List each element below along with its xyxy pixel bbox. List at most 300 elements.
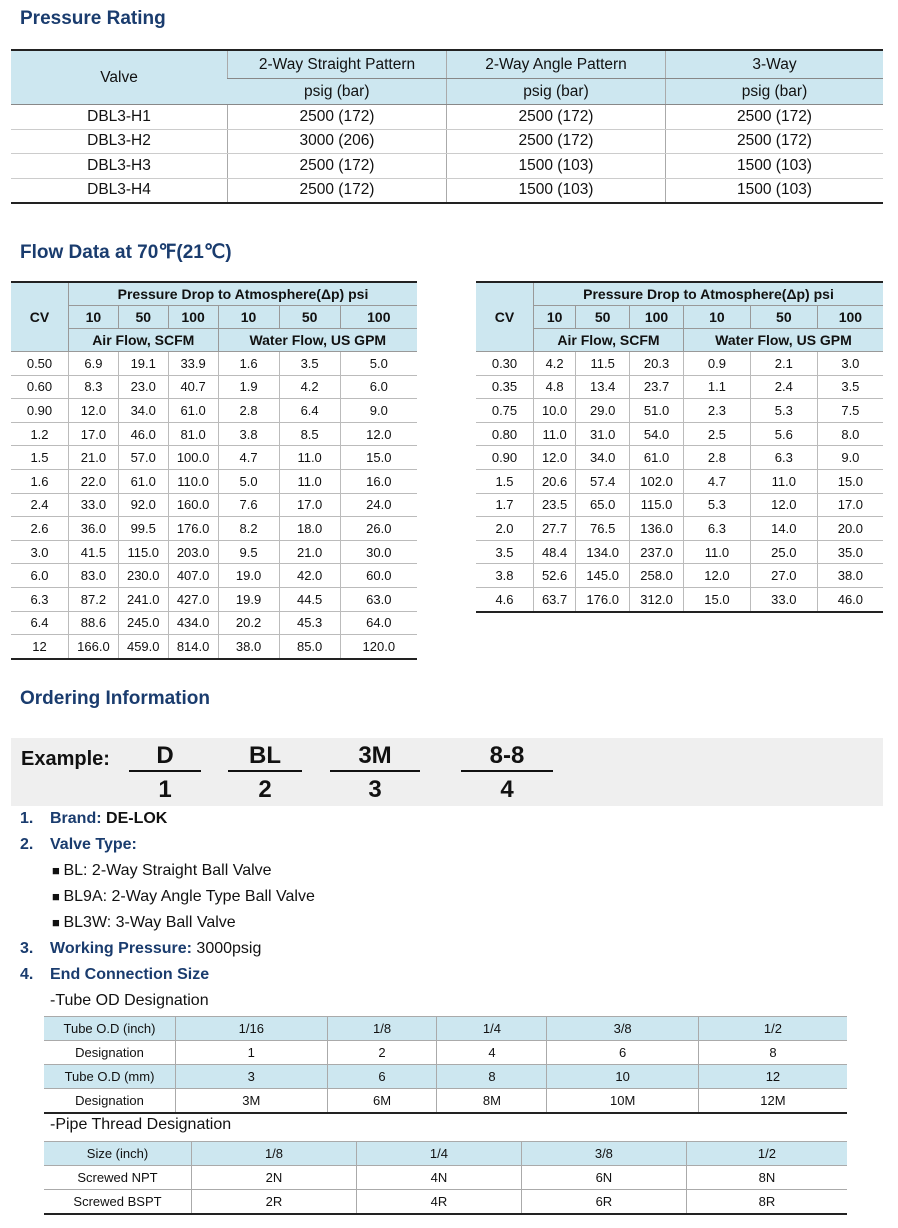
pressure-rating-title: Pressure Rating — [20, 8, 166, 29]
table-cell: 6.3 — [11, 587, 69, 611]
table-cell: 10M — [547, 1089, 698, 1114]
table-cell: 100.0 — [168, 446, 218, 470]
table-cell: DBL3-H3 — [11, 154, 228, 179]
table-cell: 110.0 — [168, 469, 218, 493]
table-cell: 27.0 — [750, 564, 817, 588]
table-cell: 38.0 — [218, 635, 279, 659]
table-cell: 145.0 — [576, 564, 630, 588]
pressure-row — [11, 178, 883, 203]
table-cell: 102.0 — [630, 469, 684, 493]
table-cell: 3/8 — [521, 1142, 686, 1166]
flow-row — [476, 375, 883, 399]
table-cell: 115.0 — [118, 540, 168, 564]
table-cell: 237.0 — [630, 540, 684, 564]
table-cell: 4N — [356, 1166, 521, 1190]
item-key: Valve Type: — [50, 836, 137, 853]
flow-row — [476, 446, 883, 470]
table-cell: 61.0 — [168, 399, 218, 423]
example-number: 4 — [500, 776, 514, 803]
pipe-row — [44, 1190, 847, 1215]
table-cell: 57.0 — [118, 446, 168, 470]
table-cell: 6.3 — [750, 446, 817, 470]
table-cell: 4R — [356, 1190, 521, 1215]
flow-row — [11, 564, 417, 588]
table-cell: 8N — [686, 1166, 847, 1190]
table-cell: 2500 (172) — [447, 105, 666, 130]
pressure-row — [11, 129, 883, 154]
table-cell: 1.7 — [476, 493, 534, 517]
table-cell: 29.0 — [576, 399, 630, 423]
water-flow-header: Water Flow, US GPM — [218, 329, 417, 352]
table-cell: 26.0 — [340, 517, 417, 541]
example-code-pressure: 3M — [330, 742, 420, 772]
example-number: 1 — [158, 776, 172, 803]
table-cell: 0.30 — [476, 352, 534, 376]
table-cell: 20.2 — [218, 611, 279, 635]
table-cell: 2.0 — [476, 517, 534, 541]
table-cell: 241.0 — [118, 587, 168, 611]
tube-row — [44, 1065, 847, 1089]
table-cell: 52.6 — [534, 564, 576, 588]
table-cell: 3.0 — [11, 540, 69, 564]
p10-header: 10 — [683, 306, 750, 329]
unit-header: psig (bar) — [666, 79, 884, 105]
table-cell: 230.0 — [118, 564, 168, 588]
table-cell: 88.6 — [69, 611, 119, 635]
table-cell: 6M — [327, 1089, 437, 1114]
item-key: End Connection Size — [50, 966, 210, 983]
table-cell: 1500 (103) — [666, 154, 884, 179]
table-cell: 0.9 — [683, 352, 750, 376]
table-cell: 48.4 — [534, 540, 576, 564]
table-cell: 1 — [176, 1041, 328, 1065]
table-cell: 8 — [437, 1065, 547, 1089]
pressure-row — [11, 105, 883, 130]
cv-header: CV — [11, 282, 69, 352]
tube-od-table — [44, 1016, 847, 1114]
valve-type-bl9a: ■ BL9A: 2-Way Angle Type Ball Valve — [52, 888, 315, 906]
table-cell: 0.75 — [476, 399, 534, 423]
table-cell: 1.5 — [476, 469, 534, 493]
table-cell: Designation — [44, 1041, 176, 1065]
p10-header: 10 — [69, 306, 119, 329]
table-cell: 12M — [698, 1089, 847, 1114]
table-cell: 61.0 — [630, 446, 684, 470]
table-cell: Screwed NPT — [44, 1166, 192, 1190]
p100-header: 100 — [817, 306, 883, 329]
table-cell: 6.0 — [340, 375, 417, 399]
table-cell: 40.7 — [168, 375, 218, 399]
table-cell: 3.8 — [476, 564, 534, 588]
table-cell: 245.0 — [118, 611, 168, 635]
table-cell: 2.4 — [11, 493, 69, 517]
table-cell: 9.0 — [340, 399, 417, 423]
table-cell: 99.5 — [118, 517, 168, 541]
table-cell: 4.7 — [218, 446, 279, 470]
table-cell: 18.0 — [279, 517, 340, 541]
flow-row — [476, 587, 883, 611]
table-cell: 11.0 — [279, 469, 340, 493]
table-cell: 0.60 — [11, 375, 69, 399]
list-item-end-connection — [20, 966, 209, 984]
example-label: Example: — [21, 748, 110, 770]
table-cell: 2 — [327, 1041, 437, 1065]
list-item-working-pressure — [20, 940, 261, 958]
table-cell: 2.8 — [683, 446, 750, 470]
table-cell: 20.3 — [630, 352, 684, 376]
table-cell: 42.0 — [279, 564, 340, 588]
table-cell: 1/16 — [176, 1017, 328, 1041]
table-cell: 5.3 — [750, 399, 817, 423]
table-cell: 23.0 — [118, 375, 168, 399]
pressure-rating-table — [11, 49, 883, 204]
flow-row — [476, 399, 883, 423]
tube-od-title: -Tube OD Designation — [50, 992, 209, 1009]
item-number: 2. — [20, 836, 34, 853]
table-cell: 6.4 — [279, 399, 340, 423]
list-item-valve-type — [20, 836, 137, 854]
valve-type-bl: ■ BL: 2-Way Straight Ball Valve — [52, 862, 272, 880]
table-cell: 12.0 — [69, 399, 119, 423]
pipe-row — [44, 1166, 847, 1190]
table-cell: 4.2 — [534, 352, 576, 376]
pressure-drop-header: Pressure Drop to Atmosphere(Δp) psi — [69, 282, 418, 306]
table-cell: 7.6 — [218, 493, 279, 517]
table-cell: 176.0 — [576, 587, 630, 611]
table-cell: 12.0 — [534, 446, 576, 470]
p50-header: 50 — [279, 306, 340, 329]
table-cell: 21.0 — [279, 540, 340, 564]
flow-row — [476, 517, 883, 541]
table-cell: 0.90 — [11, 399, 69, 423]
table-cell: 1.1 — [683, 375, 750, 399]
table-cell: 2500 (172) — [447, 129, 666, 154]
table-cell: 8.0 — [817, 422, 883, 446]
table-cell: 87.2 — [69, 587, 119, 611]
table-cell: 6.4 — [11, 611, 69, 635]
table-cell: 3.0 — [817, 352, 883, 376]
air-flow-header: Air Flow, SCFM — [69, 329, 219, 352]
flow-row — [476, 352, 883, 376]
table-cell: 136.0 — [630, 517, 684, 541]
table-cell: 8M — [437, 1089, 547, 1114]
table-cell: Tube O.D (mm) — [44, 1065, 176, 1089]
flow-row — [476, 493, 883, 517]
table-cell: 23.7 — [630, 375, 684, 399]
straight-pattern-header: 2-Way Straight Pattern — [228, 50, 447, 79]
table-cell: 19.9 — [218, 587, 279, 611]
flow-table-left — [11, 281, 417, 660]
table-cell: 9.5 — [218, 540, 279, 564]
air-flow-header: Air Flow, SCFM — [534, 329, 684, 352]
tube-row — [44, 1041, 847, 1065]
table-cell: 11.0 — [683, 540, 750, 564]
table-cell: DBL3-H2 — [11, 129, 228, 154]
list-item-brand — [20, 810, 167, 828]
table-cell: 1/2 — [686, 1142, 847, 1166]
table-cell: 34.0 — [118, 399, 168, 423]
table-cell: 4.7 — [683, 469, 750, 493]
table-cell: DBL3-H4 — [87, 181, 151, 199]
p100-header: 100 — [168, 306, 218, 329]
flow-row — [11, 540, 417, 564]
table-cell: 33.9 — [168, 352, 218, 376]
item-value: DE-LOK — [106, 810, 168, 827]
table-cell: 1/4 — [356, 1142, 521, 1166]
table-cell: 3.5 — [279, 352, 340, 376]
table-cell: 9.0 — [817, 446, 883, 470]
table-cell: 1.5 — [11, 446, 69, 470]
table-cell: 12 — [11, 635, 69, 659]
table-cell: 33.0 — [69, 493, 119, 517]
table-cell: 2.5 — [683, 422, 750, 446]
table-cell: 27.7 — [534, 517, 576, 541]
table-cell: 2.6 — [11, 517, 69, 541]
table-cell: 1500 (103) — [447, 154, 666, 179]
table-cell: 1/2 — [698, 1017, 847, 1041]
table-cell: 6.9 — [69, 352, 119, 376]
item-key: Brand: — [50, 810, 102, 827]
table-cell: 2.8 — [218, 399, 279, 423]
table-cell: 4.8 — [534, 375, 576, 399]
table-cell: 312.0 — [630, 587, 684, 611]
table-cell: 8R — [686, 1190, 847, 1215]
table-cell: 3M — [176, 1089, 328, 1114]
table-cell: 6 — [327, 1065, 437, 1089]
table-cell: 2.3 — [683, 399, 750, 423]
table-cell: Tube O.D (inch) — [44, 1017, 176, 1041]
table-cell: 8 — [698, 1041, 847, 1065]
example-code-size: 8-8 — [461, 742, 553, 772]
table-cell: 1500 (103) — [447, 178, 666, 203]
table-cell: 8.2 — [218, 517, 279, 541]
table-cell: 6R — [521, 1190, 686, 1215]
table-cell: 166.0 — [69, 635, 119, 659]
pressure-row — [11, 154, 883, 179]
table-cell: 2.1 — [750, 352, 817, 376]
table-cell: 15.0 — [817, 469, 883, 493]
table-cell: 434.0 — [168, 611, 218, 635]
table-cell: 5.3 — [683, 493, 750, 517]
table-cell: 44.5 — [279, 587, 340, 611]
flow-row — [11, 587, 417, 611]
table-cell: 33.0 — [750, 587, 817, 611]
table-cell: 63.0 — [340, 587, 417, 611]
table-cell: 176.0 — [168, 517, 218, 541]
pipe-thread-title: -Pipe Thread Designation — [50, 1116, 232, 1133]
table-cell: 4.6 — [476, 587, 534, 611]
table-cell: 2500 (172) — [228, 105, 447, 130]
unit-header: psig (bar) — [228, 79, 447, 105]
flow-row — [11, 517, 417, 541]
table-cell: 22.0 — [69, 469, 119, 493]
table-cell: 12 — [698, 1065, 847, 1089]
flow-data-title: Flow Data at 70℉(21℃) — [20, 242, 232, 263]
table-cell: 11.0 — [750, 469, 817, 493]
table-cell: 0.35 — [476, 375, 534, 399]
table-cell: 81.0 — [168, 422, 218, 446]
flow-row — [476, 564, 883, 588]
table-cell: 134.0 — [576, 540, 630, 564]
table-cell: 34.0 — [576, 446, 630, 470]
table-cell: 17.0 — [69, 422, 119, 446]
table-cell: 19.1 — [118, 352, 168, 376]
table-cell: 3.8 — [218, 422, 279, 446]
water-flow-header: Water Flow, US GPM — [683, 329, 883, 352]
example-number: 3 — [368, 776, 382, 803]
table-cell: 11.0 — [534, 422, 576, 446]
table-cell: 20.0 — [817, 517, 883, 541]
pipe-row — [44, 1142, 847, 1166]
table-cell: 2500 (172) — [666, 129, 884, 154]
table-cell: 64.0 — [340, 611, 417, 635]
table-cell: DBL3-H1 — [11, 105, 228, 130]
table-cell: 61.0 — [118, 469, 168, 493]
flow-row — [11, 493, 417, 517]
example-block — [11, 738, 883, 806]
table-cell: 3 — [176, 1065, 328, 1089]
example-code-type: BL — [228, 742, 302, 772]
table-cell: 459.0 — [118, 635, 168, 659]
p50-header: 50 — [118, 306, 168, 329]
tube-row — [44, 1089, 847, 1114]
item-value: 3000psig — [196, 940, 262, 957]
table-cell: 4.2 — [279, 375, 340, 399]
table-cell: 11.5 — [576, 352, 630, 376]
table-cell: 21.0 — [69, 446, 119, 470]
table-cell: 15.0 — [683, 587, 750, 611]
table-cell: 12.0 — [683, 564, 750, 588]
table-cell: 3000 (206) — [228, 129, 447, 154]
table-cell: 23.5 — [534, 493, 576, 517]
table-cell: 2R — [192, 1190, 357, 1215]
item-number: 4. — [20, 966, 34, 983]
p10-header: 10 — [218, 306, 279, 329]
table-cell: 2500 (172) — [228, 154, 447, 179]
table-cell: 14.0 — [750, 517, 817, 541]
table-cell: 12.0 — [750, 493, 817, 517]
p50-header: 50 — [576, 306, 630, 329]
table-cell: 46.0 — [817, 587, 883, 611]
table-cell: 1.6 — [218, 352, 279, 376]
table-cell: 427.0 — [168, 587, 218, 611]
table-cell: 6N — [521, 1166, 686, 1190]
p100-header: 100 — [340, 306, 417, 329]
flow-row — [476, 540, 883, 564]
table-cell: 76.5 — [576, 517, 630, 541]
table-cell: 814.0 — [168, 635, 218, 659]
p50-header: 50 — [750, 306, 817, 329]
table-cell: 203.0 — [168, 540, 218, 564]
table-cell: 2500 (172) — [666, 105, 884, 130]
table-cell: 3.5 — [476, 540, 534, 564]
table-cell: 13.4 — [576, 375, 630, 399]
example-number: 2 — [258, 776, 272, 803]
table-cell: 65.0 — [576, 493, 630, 517]
table-cell: 41.5 — [69, 540, 119, 564]
table-cell: 2.4 — [750, 375, 817, 399]
item-number: 1. — [20, 810, 34, 827]
table-cell: 17.0 — [279, 493, 340, 517]
table-cell: 5.6 — [750, 422, 817, 446]
three-way-header: 3-Way — [666, 50, 884, 79]
table-cell: 8.5 — [279, 422, 340, 446]
valve-type-bl3w: ■ BL3W: 3-Way Ball Valve — [52, 914, 236, 932]
table-cell: 85.0 — [279, 635, 340, 659]
table-cell: 16.0 — [340, 469, 417, 493]
pressure-drop-header: Pressure Drop to Atmosphere(Δp) psi — [534, 282, 884, 306]
table-cell: 2500 (172) — [228, 178, 447, 203]
table-cell: Screwed BSPT — [44, 1190, 192, 1215]
table-cell: 8.3 — [69, 375, 119, 399]
table-cell: 1/8 — [327, 1017, 437, 1041]
p100-header: 100 — [630, 306, 684, 329]
cv-header: CV — [476, 282, 534, 352]
table-cell: 1.6 — [11, 469, 69, 493]
table-cell: 1.2 — [11, 422, 69, 446]
flow-row — [11, 352, 417, 376]
table-cell: 1.9 — [218, 375, 279, 399]
flow-row — [476, 469, 883, 493]
table-cell: 258.0 — [630, 564, 684, 588]
table-cell: 51.0 — [630, 399, 684, 423]
flow-row — [11, 635, 417, 659]
flow-row — [476, 422, 883, 446]
table-cell: Size (inch) — [44, 1142, 192, 1166]
table-cell: 63.7 — [534, 587, 576, 611]
flow-row — [11, 422, 417, 446]
example-code-brand: D — [129, 742, 201, 772]
table-cell: 46.0 — [118, 422, 168, 446]
angle-pattern-header: 2-Way Angle Pattern — [447, 50, 666, 79]
p10-header: 10 — [534, 306, 576, 329]
flow-row — [11, 611, 417, 635]
table-cell: 7.5 — [817, 399, 883, 423]
table-cell: 4 — [437, 1041, 547, 1065]
table-cell: 60.0 — [340, 564, 417, 588]
item-number: 3. — [20, 940, 34, 957]
table-cell: 38.0 — [817, 564, 883, 588]
table-cell: 6.0 — [11, 564, 69, 588]
table-cell: 0.80 — [476, 422, 534, 446]
table-cell: 36.0 — [69, 517, 119, 541]
table-cell: 54.0 — [630, 422, 684, 446]
table-cell: 160.0 — [168, 493, 218, 517]
table-cell: 1500 (103) — [666, 178, 884, 203]
table-cell: 0.50 — [11, 352, 69, 376]
table-cell: 5.0 — [340, 352, 417, 376]
table-cell: 120.0 — [340, 635, 417, 659]
table-cell: 83.0 — [69, 564, 119, 588]
table-cell: 10 — [547, 1065, 698, 1089]
table-cell: 20.6 — [534, 469, 576, 493]
table-cell: 92.0 — [118, 493, 168, 517]
table-cell: 407.0 — [168, 564, 218, 588]
table-cell: 6.3 — [683, 517, 750, 541]
table-cell: 5.0 — [218, 469, 279, 493]
table-cell: 3.5 — [817, 375, 883, 399]
flow-table-right — [476, 281, 883, 613]
flow-row — [11, 375, 417, 399]
table-cell: 115.0 — [630, 493, 684, 517]
table-cell: 11.0 — [279, 446, 340, 470]
ordering-title: Ordering Information — [20, 688, 210, 709]
table-cell: Designation — [44, 1089, 176, 1114]
table-cell: 12.0 — [340, 422, 417, 446]
table-cell: 1/4 — [437, 1017, 547, 1041]
table-cell: 6 — [547, 1041, 698, 1065]
flow-row — [11, 469, 417, 493]
